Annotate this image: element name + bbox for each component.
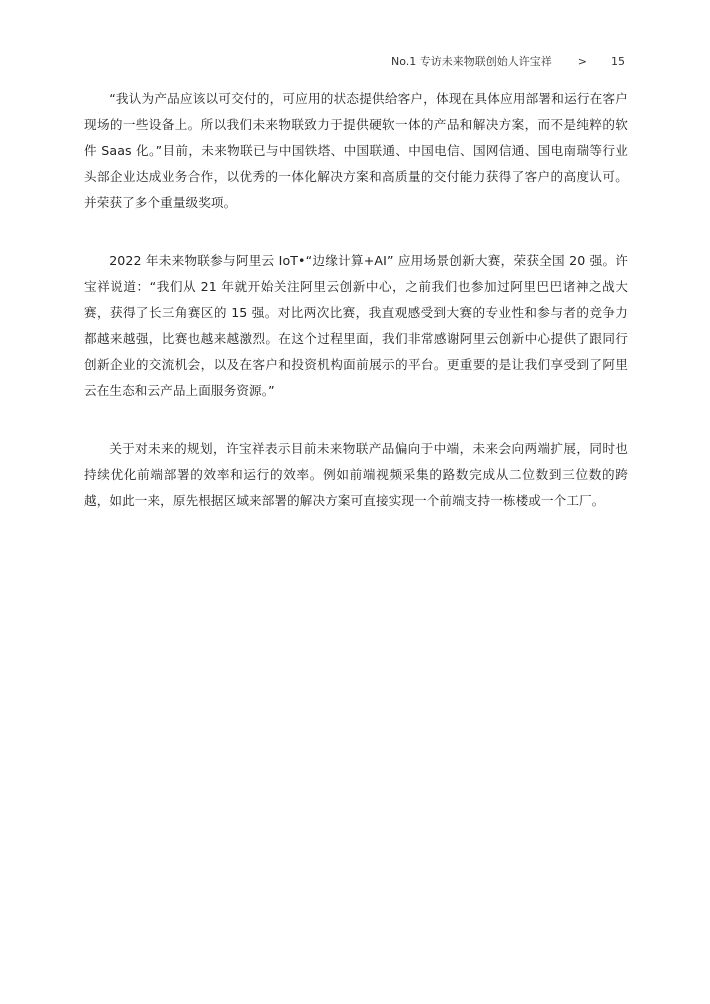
chevron-right-icon: > [577,54,587,68]
running-header [391,53,625,69]
paragraph-future-plans: 关于对未来的规划，许宝祥表示目前未来物联产品偏向于中端，未来会向两端扩展，同时也持续优化前端部署的效率和运行的效率。例如前端视频采集的路数完成从二位数到三位数的跨越，如此一来，原先根据区域来部署的解决方案可直接实现一个前端支持一栋楼或一个工厂。 [84,441,628,508]
page-number: 15 [611,54,625,68]
article-body [84,86,628,546]
paragraph-quote-products: “我认为产品应该以可交付的，可应用的状态提供给客户，体现在具体应用部署和运行在客户现场的一些设备上。所以我们未来物联致力于提供硬软一体的产品和解决方案，而不是纯粹的软件 Saas 化。”目前，未来物联已与中国铁塔、中国联通、中国电信、国网信通、国电南瑞等行业头部企业达成业务合作，以优秀的一体化解决方案和高质量的交付能力获得了客户的高度认可。并荣获了多个重量级奖项。 [84,91,628,210]
paragraph-competition: 2022 年未来物联参与阿里云 IoT•“边缘计算+AI” 应用场景创新大赛，荣获全国 20 强。许宝祥说道：“我们从 21 年就开始关注阿里云创新中心，之前我们也参加过阿里巴巴诸神之战大赛，获得了长三角赛区的 15 强。对比两次比赛，我直观感受到大赛的专业性和参与者的竞争力都越来越强，比赛也越来越激烈。在这个过程里面，我们非常感谢阿里云创新中心提供了跟同行创新企业的交流机会，以及在客户和投资机构面前展示的平台。更重要的是让我们享受到了阿里云在生态和云产品上面服务资源。” [84,253,628,398]
section-title: No.1 专访未来物联创始人许宝祥 [391,55,552,68]
